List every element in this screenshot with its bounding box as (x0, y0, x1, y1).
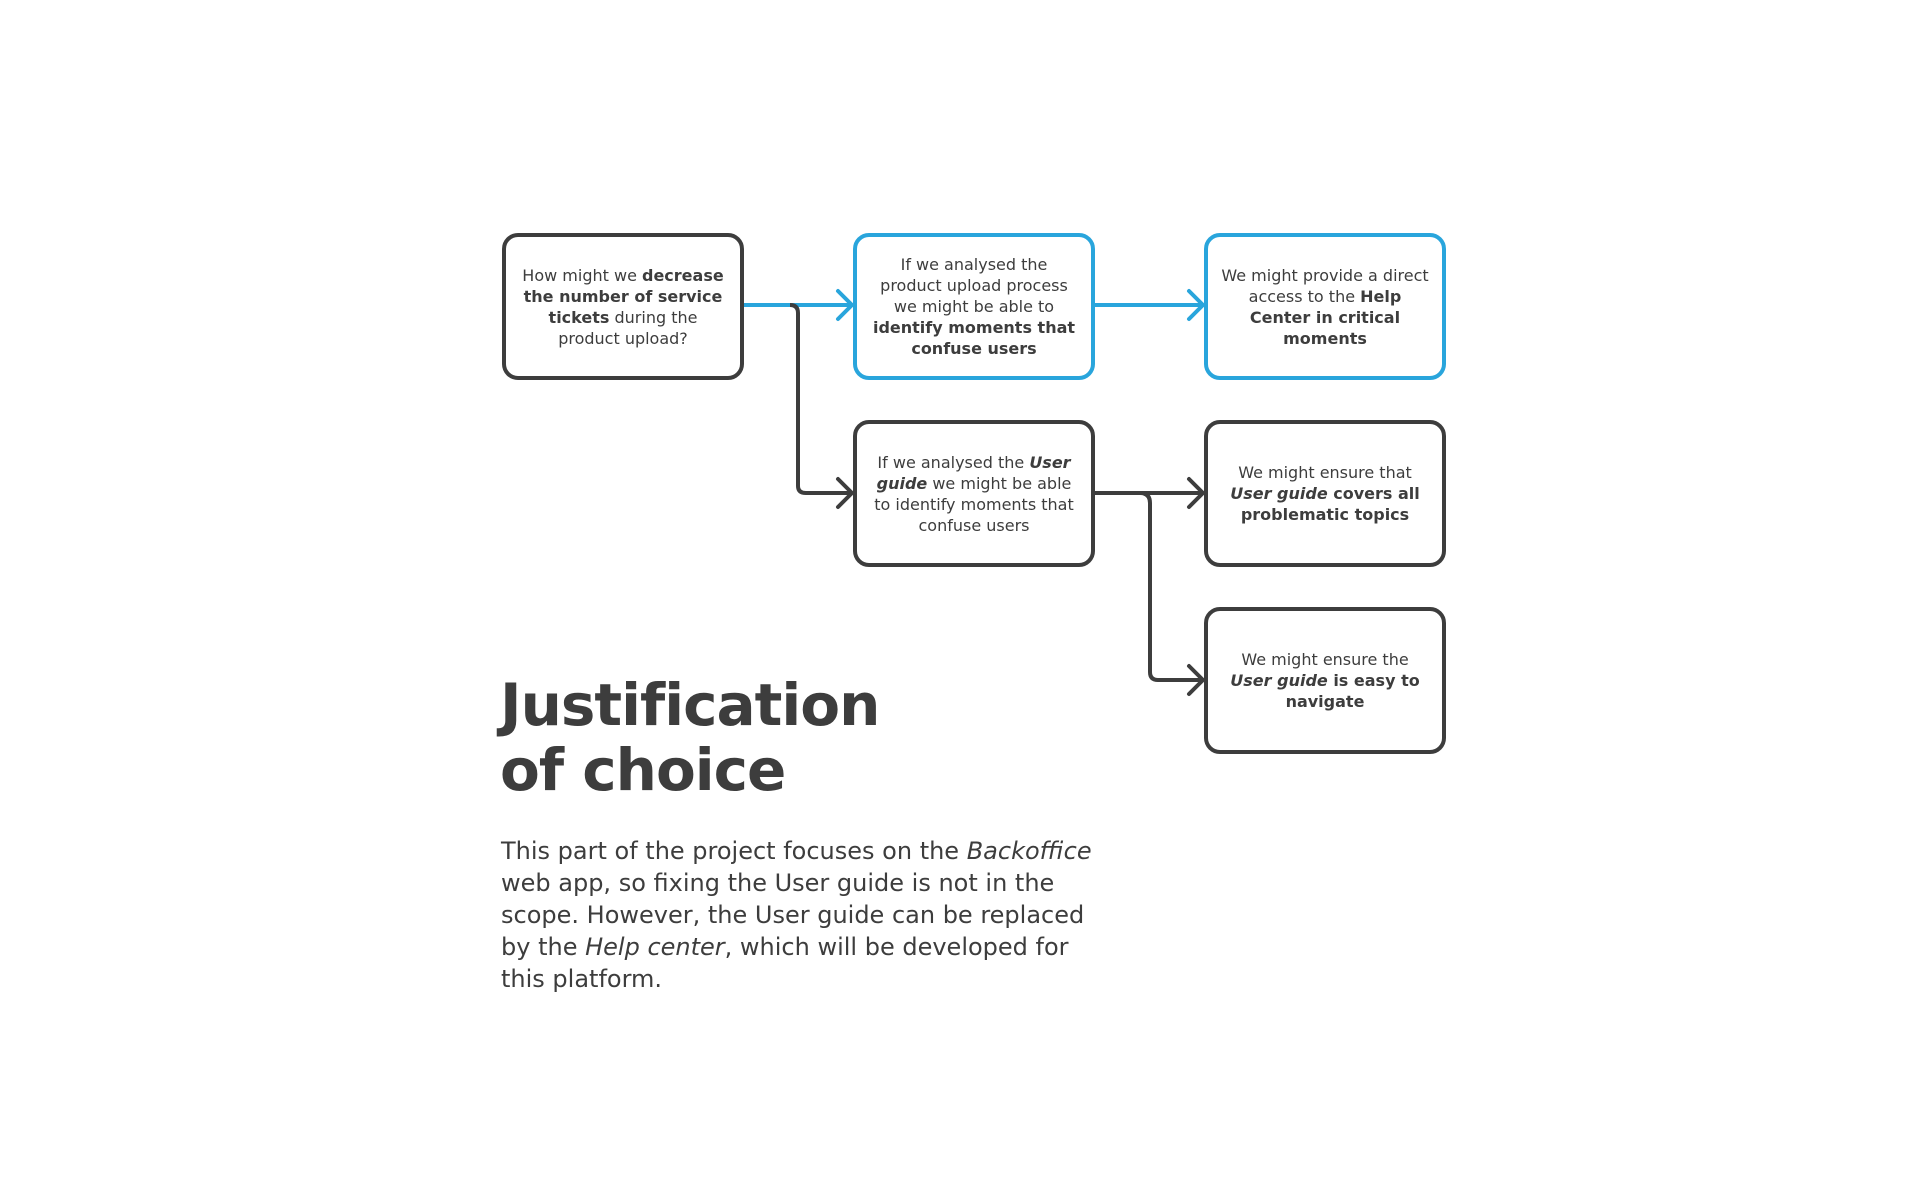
heading-line-2: of choice (500, 736, 786, 804)
edge-guide-analysis-to-easy-navigate (1140, 493, 1203, 694)
node-hmw-question (502, 233, 744, 380)
connector-line (1140, 493, 1203, 680)
node-text: We might provide a direct access to the Help Center in critical moments (1221, 265, 1429, 348)
justification-paragraph: This part of the project focuses on the Backoffice web app, so fixing the User guide is not in the scope. However, the User guide can be replaced by the Help center, which will be developed for this platform. (501, 837, 1092, 993)
heading-line-1: Justification (500, 671, 880, 739)
node-analysis-user-guide (853, 420, 1095, 567)
node-guide-easy-navigate (1204, 607, 1446, 754)
node-text: If we analysed the product upload process we might be able to identify moments that confuse users (872, 255, 1076, 358)
node-help-center-access (1204, 233, 1446, 380)
connector-line (790, 305, 852, 493)
node-text: We might ensure the User guide is easy to navigate (1230, 650, 1420, 711)
node-analysis-upload (853, 233, 1095, 380)
edge-hmw-to-guide-analysis (790, 305, 852, 507)
node-text: We might ensure that User guide covers all problematic topics (1230, 463, 1420, 524)
node-text: If we analysed the User guide we might be able to identify moments that confuse users (874, 452, 1074, 535)
section-heading (500, 673, 879, 803)
node-guide-covers-topics (1204, 420, 1446, 567)
node-text: How might we decrease the number of service tickets during the product upload? (522, 265, 724, 348)
edge-upload-analysis-to-help-center (1094, 291, 1203, 319)
